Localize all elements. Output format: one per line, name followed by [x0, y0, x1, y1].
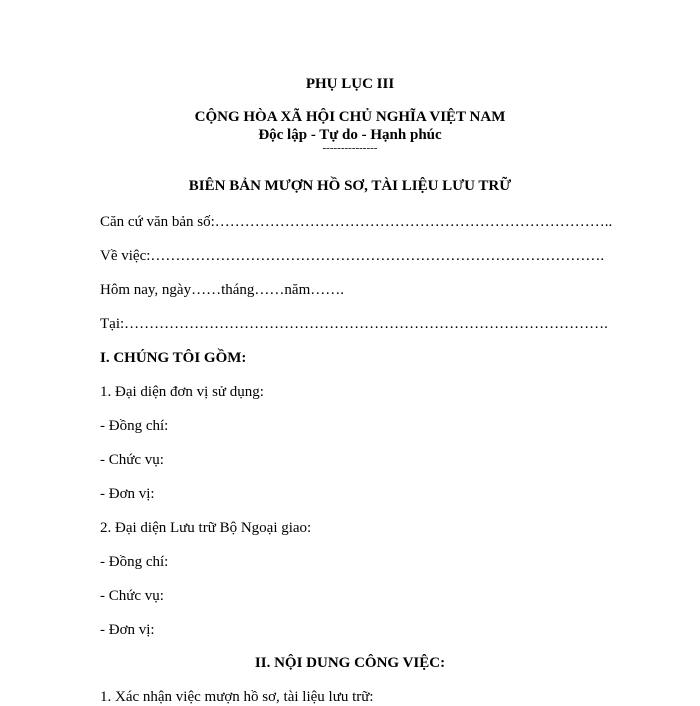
party2-heading: 2. Đại diện Lưu trữ Bộ Ngoại giao:: [100, 520, 312, 536]
section2-heading: II. NỘI DUNG CÔNG VIỆC:: [254, 655, 446, 671]
appendix-title: PHỤ LỤC III: [305, 76, 395, 92]
place-field: Tại:…………………………………………………………………………………….: [100, 316, 608, 332]
subject-field: Về việc:……………………………………………………………………………….: [100, 248, 605, 264]
party2-unit: - Đơn vị:: [100, 622, 155, 638]
section2-item1: 1. Xác nhận việc mượn hồ sơ, tài liệu lưu trữ:: [100, 689, 374, 705]
party1-position: - Chức vụ:: [100, 452, 164, 468]
party2-comrade: - Đồng chí:: [100, 554, 169, 570]
party1-unit: - Đơn vị:: [100, 486, 155, 502]
party1-heading: 1. Đại diện đơn vị sử dụng:: [100, 384, 264, 400]
party2-position: - Chức vụ:: [100, 588, 164, 604]
motto: Độc lập - Tự do - Hạnh phúc: [258, 127, 442, 143]
party1-comrade: - Đồng chí:: [100, 418, 169, 434]
nation-title: CỘNG HÒA XÃ HỘI CHỦ NGHĨA VIỆT NAM: [194, 109, 506, 125]
section1-heading: I. CHÚNG TÔI GỒM:: [100, 350, 247, 366]
date-field: Hôm nay, ngày……tháng……năm…….: [100, 282, 344, 298]
separator: ---------------: [322, 142, 378, 154]
document-title: BIÊN BẢN MƯỢN HỒ SƠ, TÀI LIỆU LƯU TRỮ: [188, 178, 512, 194]
basis-field: Căn cứ văn bản số:……………………………………………………………………..: [100, 214, 613, 230]
